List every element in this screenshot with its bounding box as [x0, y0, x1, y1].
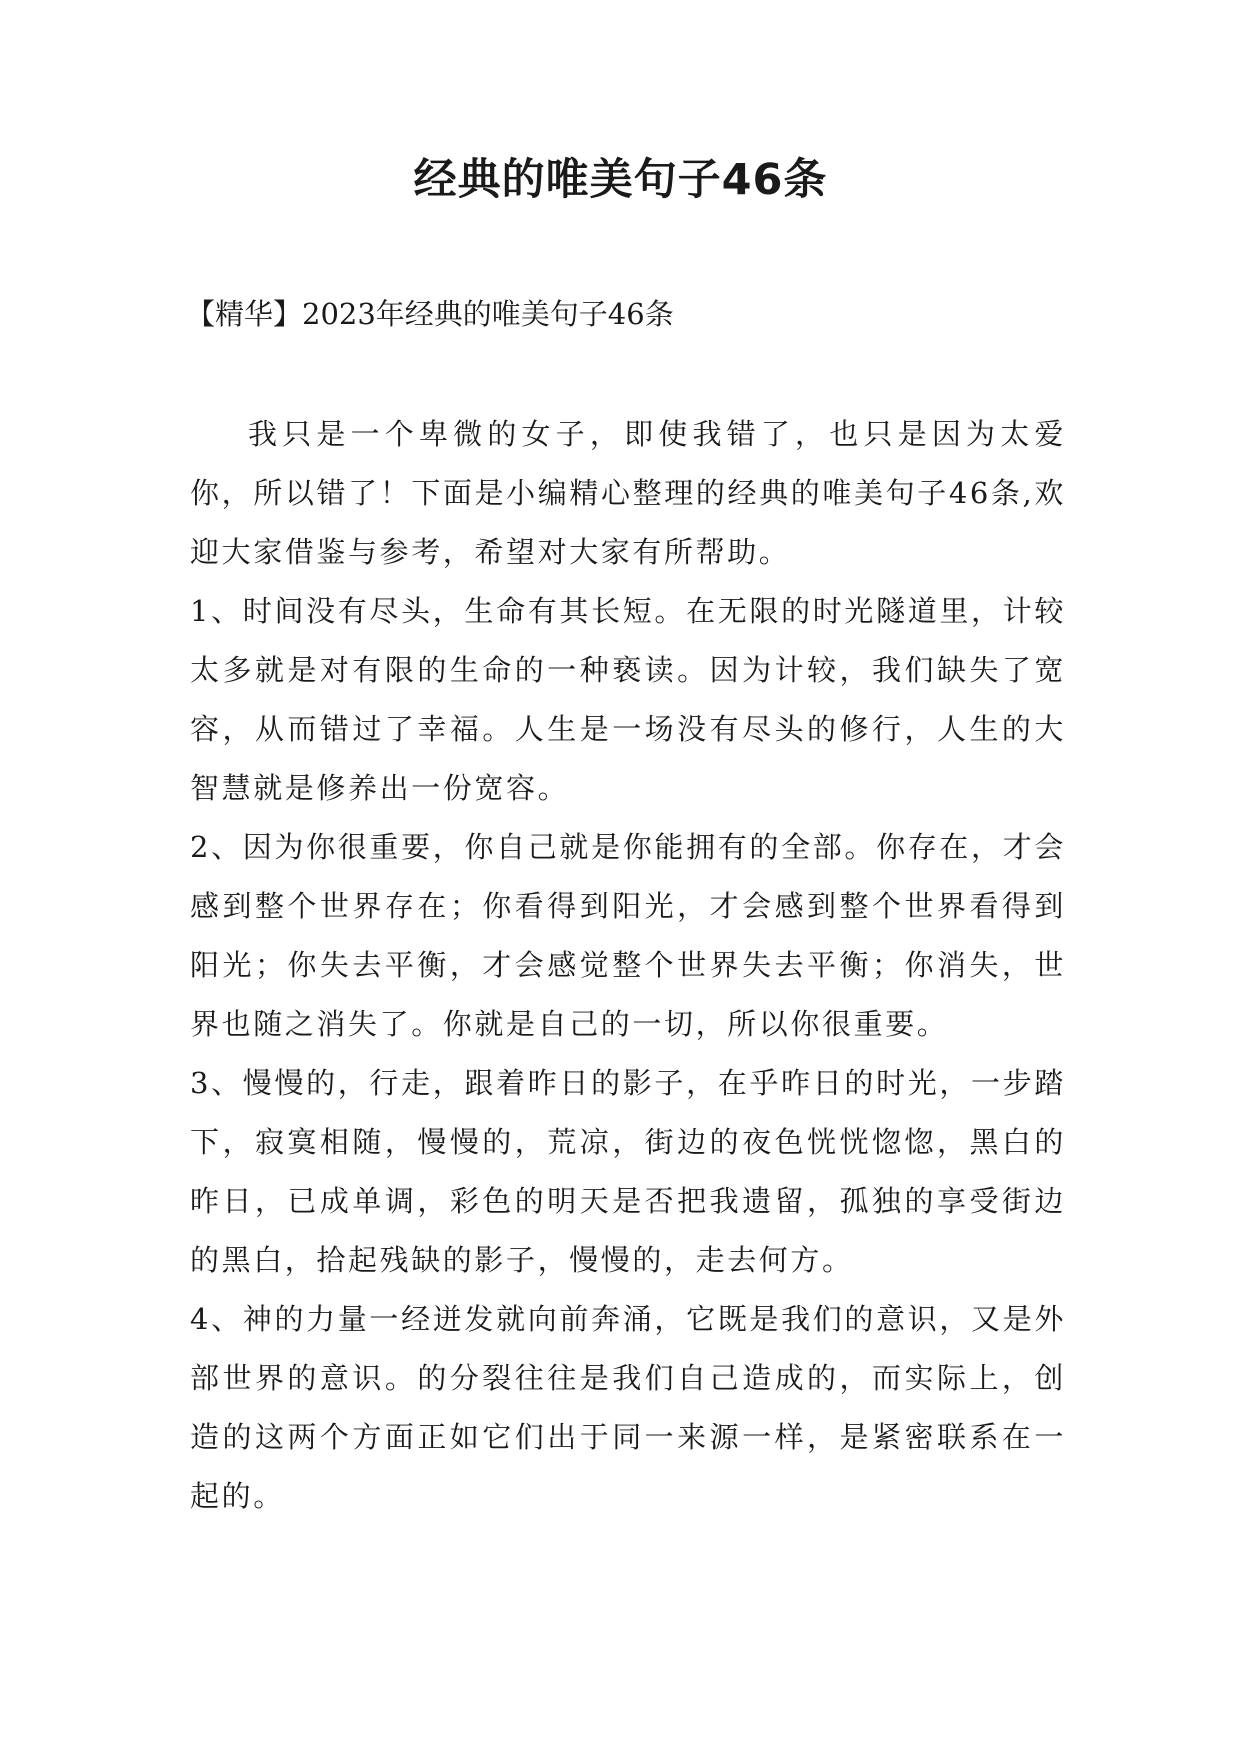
document-title: 经典的唯美句子46条 — [413, 155, 828, 205]
list-item: 4、神的力量一经迸发就向前奔涌，它既是我们的意识，又是外部世界的意识。的分裂往往是我们自己造成的，而实际上，创造的这两个方面正如它们出于同一来源一样，是紧密联系在一起的。 — [190, 1302, 1066, 1513]
intro-paragraph: 我只是一个卑微的女子，即使我错了，也只是因为太爱你，所以错了！下面是小编精心整理的经典的唯美句子46条,欢迎大家借鉴与参考，希望对大家有所帮助。 — [190, 417, 1066, 569]
list-item: 2、因为你很重要，你自己就是你能拥有的全部。你存在，才会感到整个世界存在；你看得到阳光，才会感到整个世界看得到阳光；你失去平衡，才会感觉整个世界失去平衡；你消失，世界也随之消失了。你就是自己的一切，所以你很重要。 — [190, 830, 1066, 1041]
document-body — [190, 405, 1066, 1526]
document-subtitle: 【精华】2023年经典的唯美句子46条 — [186, 297, 674, 331]
list-item: 3、慢慢的，行走，跟着昨日的影子，在乎昨日的时光，一步踏下，寂寞相随，慢慢的，荒凉，街边的夜色恍恍惚惚，黑白的昨日，已成单调，彩色的明天是否把我遗留，孤独的享受街边的黑白，拾起残缺的影子，慢慢的，走去何方。 — [190, 1066, 1066, 1277]
list-item: 1、时间没有尽头，生命有其长短。在无限的时光隧道里，计较太多就是对有限的生命的一种亵读。因为计较，我们缺失了宽容，从而错过了幸福。人生是一场没有尽头的修行，人生的大智慧就是修养出一份宽容。 — [190, 594, 1066, 805]
